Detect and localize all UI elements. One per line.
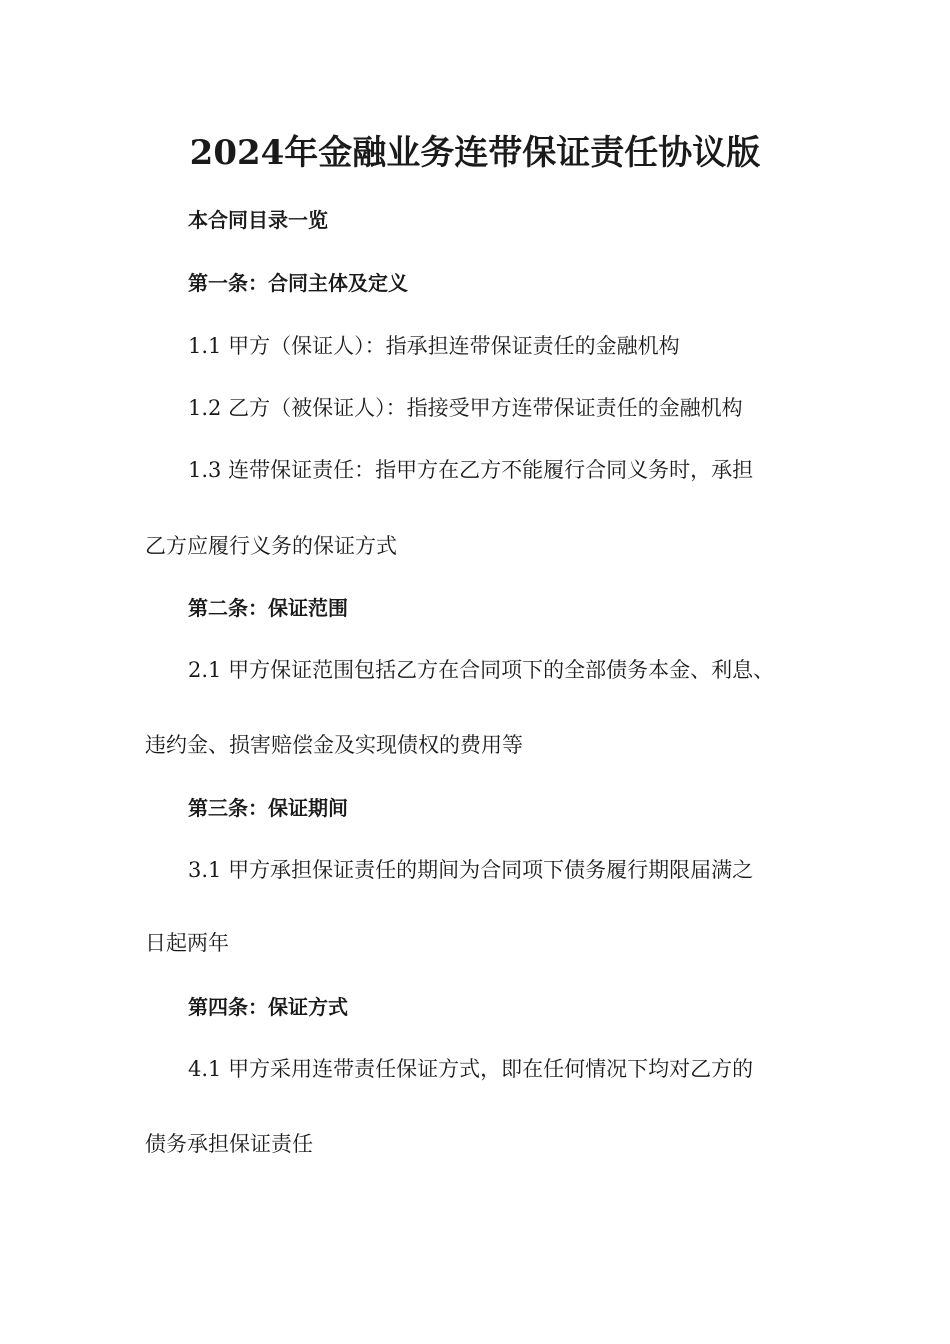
section-heading-3: 第三条：保证期间 [188, 796, 348, 820]
section-heading-4: 第四条：保证方式 [188, 995, 348, 1019]
clause-3-1-continued: 日起两年 [145, 931, 229, 955]
section-heading-2: 第二条：保证范围 [188, 596, 348, 620]
clause-2-1: 2.1 甲方保证范围包括乙方在合同项下的全部债务本金、利息、 [188, 658, 775, 682]
section-heading-1: 第一条：合同主体及定义 [188, 271, 408, 295]
clause-1-1: 1.1 甲方（保证人）：指承担连带保证责任的金融机构 [188, 334, 680, 358]
clause-1-3-continued: 乙方应履行义务的保证方式 [145, 534, 397, 558]
clause-4-1-continued: 债务承担保证责任 [145, 1132, 313, 1156]
toc-heading: 本合同目录一览 [188, 208, 328, 232]
clause-2-1-continued: 违约金、损害赔偿金及实现债权的费用等 [145, 733, 523, 757]
clause-1-3: 1.3 连带保证责任：指甲方在乙方不能履行合同义务时，承担 [188, 458, 754, 482]
clause-3-1: 3.1 甲方承担保证责任的期间为合同项下债务履行期限届满之 [188, 858, 754, 882]
clause-4-1: 4.1 甲方采用连带责任保证方式，即在任何情况下均对乙方的 [188, 1057, 754, 1081]
document-title: 2024年金融业务连带保证责任协议版 [189, 133, 761, 173]
clause-1-2: 1.2 乙方（被保证人）：指接受甲方连带保证责任的金融机构 [188, 396, 743, 420]
